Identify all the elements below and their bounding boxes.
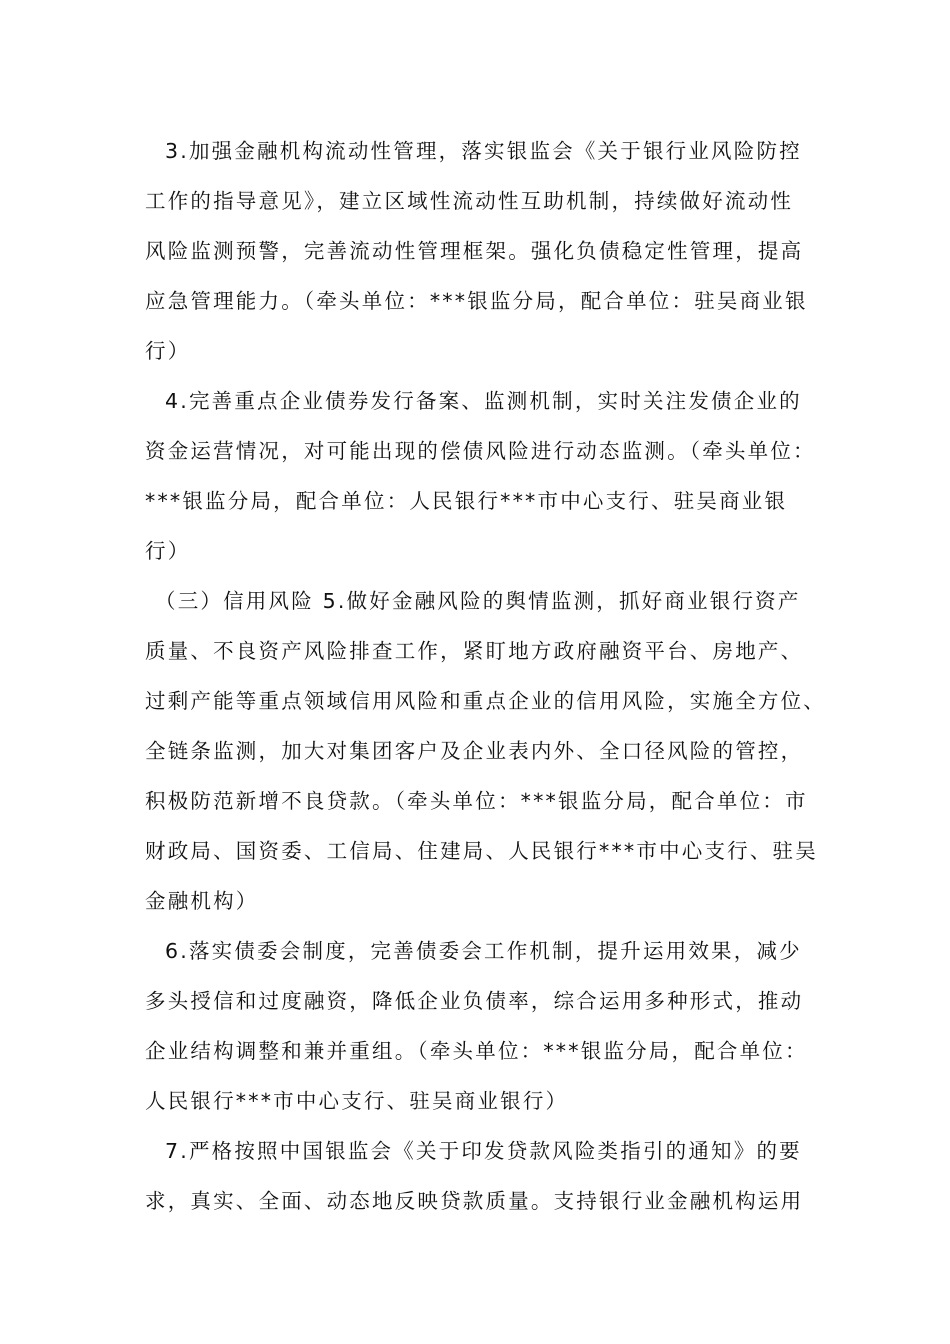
text-line: 求，真实、全面、动态地反映贷款质量。支持银行业金融机构运用	[145, 1189, 804, 1213]
text-line: 财政局、国资委、工信局、住建局、人民银行***市中心支行、驻吴	[145, 839, 818, 863]
text-line: 人民银行***市中心支行、驻吴商业银行）	[145, 1089, 569, 1113]
text-line: 过剩产能等重点领域信用风险和重点企业的信用风险，实施全方位、	[145, 689, 826, 713]
text-line: 工作的指导意见》，建立区域性流动性互助机制，持续做好流动性	[145, 189, 794, 213]
text-line: ***银监分局，配合单位：人民银行***市中心支行、驻吴商业银	[145, 489, 788, 513]
text-line: 4.完善重点企业债券发行备案、监测机制，实时关注发债企业的	[165, 389, 802, 413]
text-line: 风险监测预警，完善流动性管理框架。强化负债稳定性管理，提高	[145, 239, 804, 263]
text-line: 全链条监测，加大对集团客户及企业表内外、全口径风险的管控，	[145, 739, 804, 763]
text-line: 企业结构调整和兼并重组。（牵头单位：***银监分局，配合单位：	[145, 1039, 808, 1063]
text-line: 资金运营情况，对可能出现的偿债风险进行动态监测。（牵头单位：	[145, 439, 816, 463]
text-line: （三）信用风险 5.做好金融风险的舆情监测，抓好商业银行资产	[155, 589, 801, 613]
text-line: 行）	[145, 539, 191, 563]
text-line: 积极防范新增不良贷款。（牵头单位：***银监分局，配合单位：市	[145, 789, 808, 813]
text-line: 多头授信和过度融资，降低企业负债率，综合运用多种形式，推动	[145, 989, 804, 1013]
text-line: 7.严格按照中国银监会《关于印发贷款风险类指引的通知》的要	[165, 1139, 802, 1163]
text-line: 应急管理能力。（牵头单位：***银监分局，配合单位：驻吴商业银	[145, 289, 808, 313]
text-line: 行）	[145, 339, 191, 363]
text-line: 金融机构）	[145, 889, 259, 913]
text-line: 质量、不良资产风险排查工作，紧盯地方政府融资平台、房地产、	[145, 639, 804, 663]
text-line: 6.落实债委会制度，完善债委会工作机制，提升运用效果，减少	[165, 939, 802, 963]
text-line: 3.加强金融机构流动性管理，落实银监会《关于银行业风险防控	[165, 139, 802, 163]
